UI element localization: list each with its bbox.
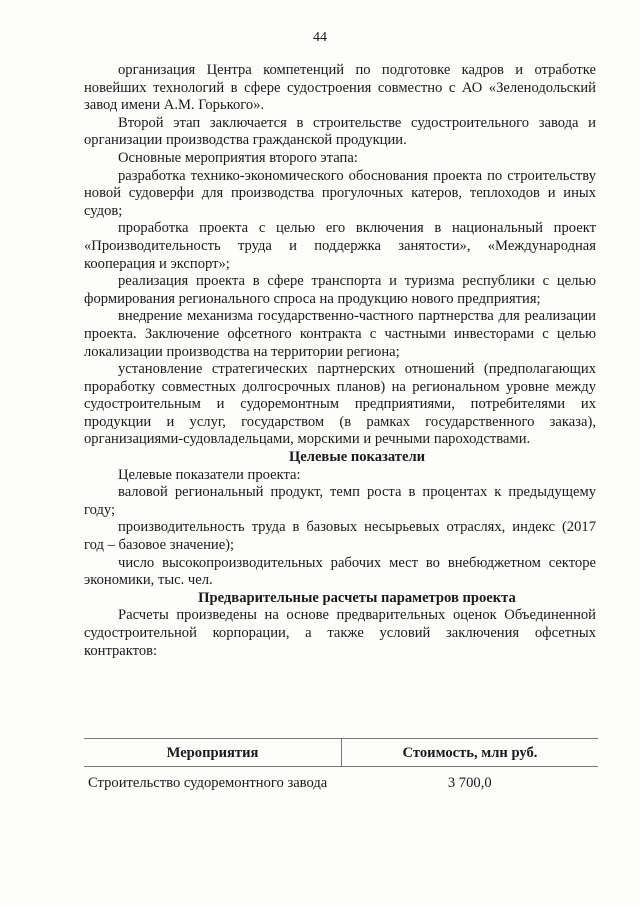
- section-heading-targets: Целевые показатели: [288, 449, 426, 466]
- paragraph: валовой региональный продукт, темп роста в процентах к предыдущему году;: [84, 484, 596, 518]
- paragraph: Второй этап заключается в строительстве судостроительного завода и организации производства гражданской продукции.: [84, 114, 596, 149]
- paragraph: число высокопроизводительных рабочих мест во внебюджетном секторе экономики, тыс. чел.: [84, 554, 596, 589]
- paragraph: внедрение механизма государственно-частного партнерства для реализации проекта. Заключение офсетного контракта с частными инвесторами с целью локализации производства на территории региона;: [84, 308, 596, 360]
- paragraph: Основные мероприятия второго этапа:: [118, 149, 358, 166]
- paragraph: Расчеты произведены на основе предварительных оценок Объединенной судостроительной корпорации, а также условий заключения офсетных контрактов:: [84, 607, 596, 659]
- paragraph: организация Центра компетенций по подготовке кадров и отработке новейших технологий в сфере судостроения совместно с АО «Зеленодольский завод имени А.М. Горького».: [84, 62, 596, 114]
- document-body: [84, 62, 596, 660]
- paragraph: установление стратегических партнерских отношений (предполагающих проработку совместных долгосрочных планов) на региональном уровне между судостроительным и судоремонтным предприятиями, потребителями их продукции и услуг, государством (в рамках государственного заказа), организациями-судовладельцами, морскими и речными пароходствами.: [84, 361, 596, 448]
- cost-table: [84, 738, 598, 801]
- column-header-activities: Мероприятия: [84, 739, 342, 767]
- table-cell-activity: Строительство судоремонтного завода: [88, 775, 328, 791]
- paragraph: разработка технико-экономического обоснования проекта по строительству новой судоверфи для производства прогулочных катеров, теплоходов и иных судов;: [84, 167, 596, 219]
- paragraph: производительность труда в базовых несырьевых отраслях, индекс (2017 год – базовое значение);: [84, 519, 596, 554]
- table-row: [84, 767, 598, 801]
- page-number: 44: [313, 30, 327, 45]
- column-header-cost: Стоимость, млн руб.: [342, 739, 599, 767]
- paragraph: реализация проекта в сфере транспорта и туризма республики с целью формирования регионального спроса на продукцию нового предприятия;: [84, 273, 596, 307]
- table-cell-cost: 3 700,0: [447, 775, 492, 791]
- paragraph: проработка проекта с целью его включения в национальный проект «Производительность труда и поддержка занятости», «Международная кооперация и экспорт»;: [84, 220, 596, 272]
- section-heading-calculations: Предварительные расчеты параметров проекта: [198, 589, 516, 606]
- paragraph: Целевые показатели проекта:: [118, 466, 301, 483]
- table-header-row: [84, 739, 598, 767]
